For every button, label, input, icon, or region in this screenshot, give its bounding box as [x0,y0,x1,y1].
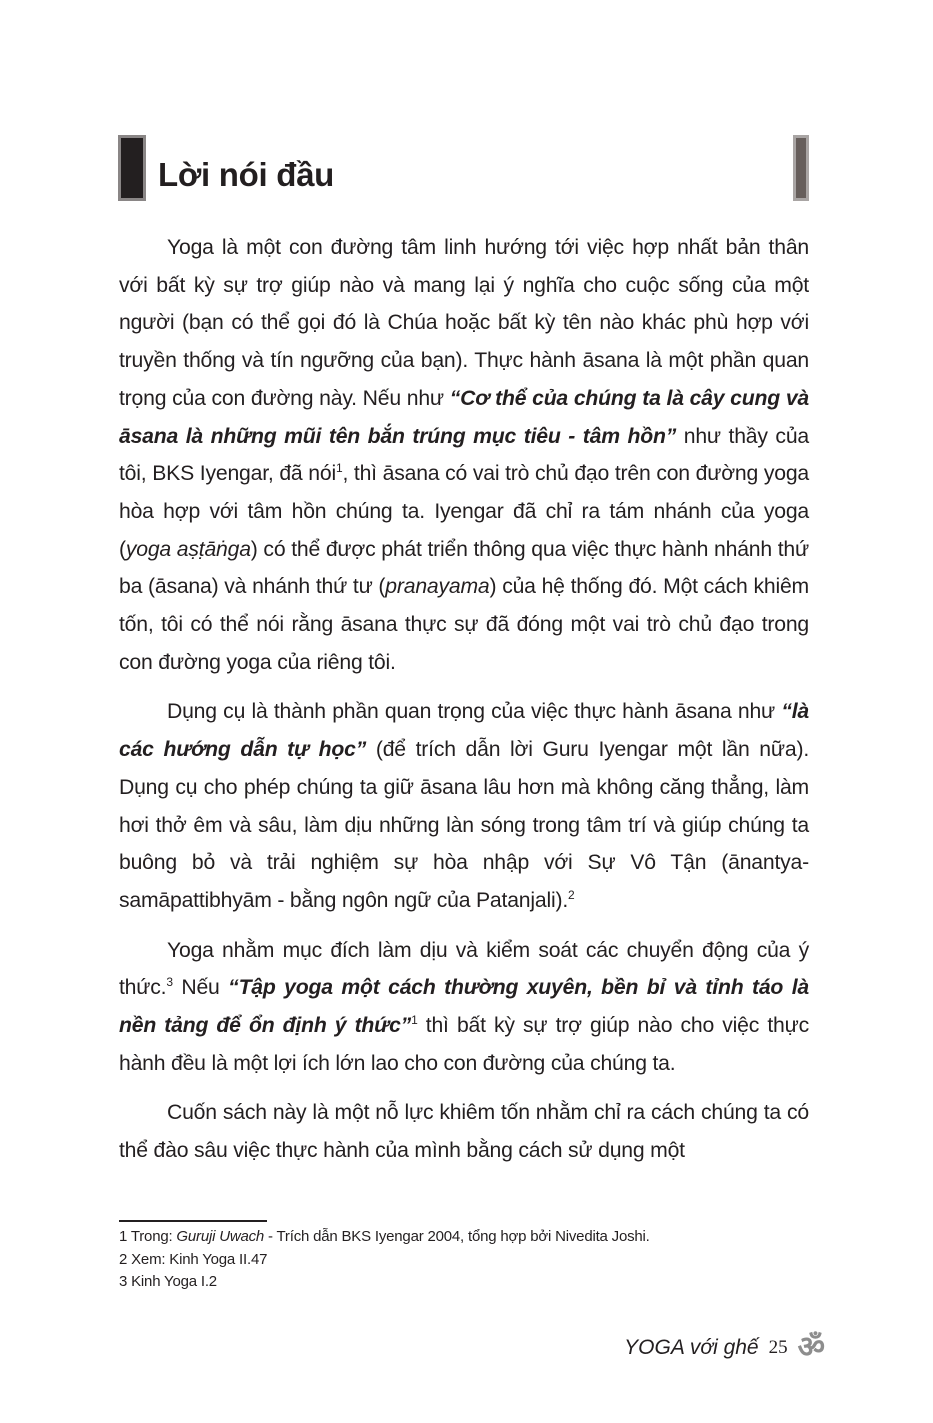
text-run: , thì āsana có vai trò chủ đạo trên con đường yoga hòa hợp với tâm hồn chúng ta. Iyengar đã chỉ ra tám nhánh của yoga ( [119,462,809,561]
running-title: YOGA với ghế [624,1336,759,1359]
footnote-number: 1 [119,1228,128,1245]
footnote-divider [119,1220,267,1222]
page-number: 25 [768,1337,788,1358]
footnote-ref: 1 [411,1013,418,1027]
footnote-ref: 3 [166,975,173,990]
quote-emphasis: “là các hướng dẫn tự học” [119,700,809,762]
heading-accent-bar-left [118,135,146,201]
footnote-prefix: Trong: [127,1228,177,1245]
footnotes [119,1226,650,1294]
footnote [119,1226,650,1249]
paragraph [119,1094,809,1169]
text-run: Nếu [172,976,229,1000]
footnote [119,1271,650,1294]
footnote-number: 2 [119,1250,128,1268]
italic-term: pranayama [385,575,490,599]
footnote-ref: 2 [568,887,575,902]
footnote [119,1249,650,1272]
quote-emphasis: “Tập yoga một cách thường xuyên, bền bỉ và tỉnh táo là nền tảng để ổn định ý thức” [119,976,809,1038]
footnote-ref: 1 [335,461,343,476]
italic-term: yoga aṣṭāṅga [125,537,251,561]
footnote-italic: Guruji Uwach [176,1228,265,1245]
footnote-number: 3 [119,1273,128,1290]
text-run: như thầy của tôi, BKS Iyengar, đã nói [119,424,809,486]
text-run: Yoga nhằm mục đích làm dịu và kiểm soát các chuyển động của ý thức. [119,938,809,1000]
text-run: thì bất kỳ sự trợ giúp nào cho việc thực hành đều là một lợi ích lớn lao cho con đường của chúng ta. [119,1014,809,1075]
footnote-prefix: Xem: Kinh Yoga II.47 [127,1250,268,1268]
body-text [119,229,809,1170]
text-run: ) có thể được phát triển thông qua việc thực hành nhánh thứ ba (āsana) và nhánh thứ tư ( [119,537,809,599]
footnote-suffix: - Trích dẫn BKS Iyengar 2004, tổng hợp bởi Nivedita Joshi. [264,1228,650,1245]
paragraph [119,693,809,919]
om-symbol-icon: ॐ [797,1331,825,1364]
page-title: Lời nói đầu [158,156,334,193]
paragraph [119,229,809,681]
text-run: Cuốn sách này là một nỗ lực khiêm tốn nhằm chỉ ra cách chúng ta có thể đào sâu việc thực hành của mình bằng cách sử dụng một [119,1101,809,1163]
text-run: ) của hệ thống đó. Một cách khiêm tốn, tôi có thể nói rằng āsana thực sự đã đóng một vai trò chủ đạo trong con đường yoga của riêng tôi. [119,575,809,674]
text-run: Dụng cụ là thành phần quan trọng của việc thực hành āsana như [167,700,782,724]
paragraph [119,932,809,1083]
text-run: Yoga là một con đường tâm linh hướng tới việc hợp nhất bản thân với bất kỳ sự trợ giúp nào và mang lại ý nghĩa cho cuộc sống của một người (bạn có thể gọi đó là Chúa hoặc bất kỳ tên nào khác phù hợp với truyền thống và tín ngưỡng của bạn). Thực hành āsana là một phần quan trọng của con đường này. Nếu như [119,236,809,410]
page-footer [624,1333,825,1363]
quote-emphasis: “Cơ thể của chúng ta là cây cung và āsana là những mũi tên bắn trúng mục tiêu - tâm hồn” [119,386,809,448]
footnote-prefix: Kinh Yoga I.2 [127,1273,217,1290]
heading-accent-bar-right [793,135,809,201]
text-run: (để trích dẫn lời Guru Iyengar một lần nữa). Dụng cụ cho phép chúng ta giữ āsana lâu hơn mà không căng thẳng, làm hơi thở êm và sâu, làm dịu những làn sóng trong tâm trí và giúp chúng ta buông bỏ và trải nghiệm sự hòa nhập với Sự Vô Tận (ānantya-samāpattibhyām - bằng ngôn ngữ của Patanjali). [119,738,810,912]
